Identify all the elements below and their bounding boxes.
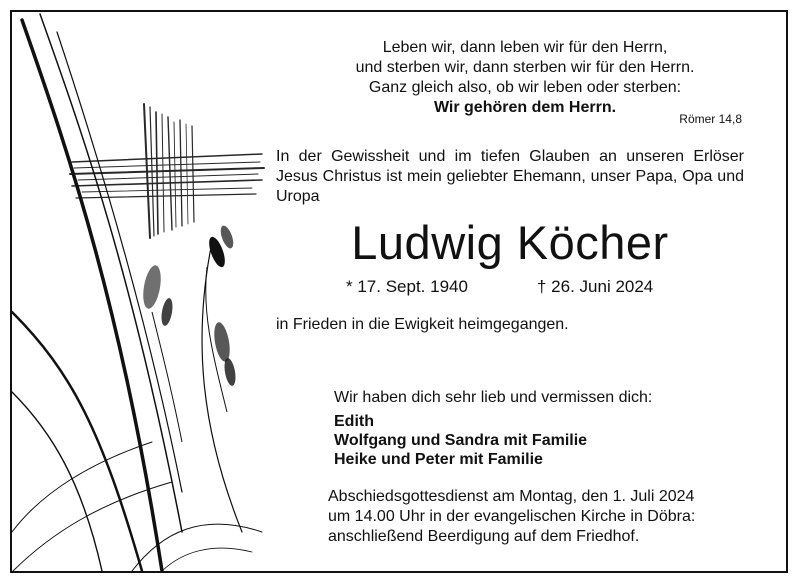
birth-date: * 17. Sept. 1940 <box>346 277 468 296</box>
passed-text: in Frieden in die Ewigkeit heimgegangen. <box>276 316 569 333</box>
mourner-name: Edith <box>334 413 374 430</box>
service-line: um 14.00 Uhr in der evangelischen Kirche in Döbra: <box>328 508 696 525</box>
bible-verse <box>300 38 750 118</box>
service-line: anschließend Beerdigung auf dem Friedhof. <box>328 528 640 545</box>
mourner-name: Heike und Peter mit Familie <box>334 451 543 468</box>
verse-line: und sterben wir, dann sterben wir für den Herrn. <box>355 59 695 76</box>
mourners-intro: Wir haben dich sehr lieb und vermissen dich: <box>334 389 653 406</box>
mourners-list <box>334 412 587 469</box>
intro-text: In der Gewissheit und im tiefen Glauben an unseren Erlöser Jesus Christus ist mein geliebter Ehemann, unser Papa, Opa und Uropa <box>276 148 744 205</box>
cross-wheat-illustration <box>12 12 282 571</box>
verse-line: Ganz gleich also, ob wir leben oder sterben: <box>368 79 682 96</box>
verse-line: Leben wir, dann leben wir für den Herrn, <box>382 39 668 56</box>
deceased-name: Ludwig Köcher <box>351 216 669 269</box>
service-line: Abschiedsgottesdienst am Montag, den 1. Juli 2024 <box>328 488 695 505</box>
death-date: † 26. Juni 2024 <box>537 277 654 296</box>
verse-bold-line: Wir gehören dem Herrn. <box>433 99 617 116</box>
mourner-name: Wolfgang und Sandra mit Familie <box>334 432 588 449</box>
verse-reference: Römer 14,8 <box>679 112 742 126</box>
service-info <box>328 487 695 547</box>
